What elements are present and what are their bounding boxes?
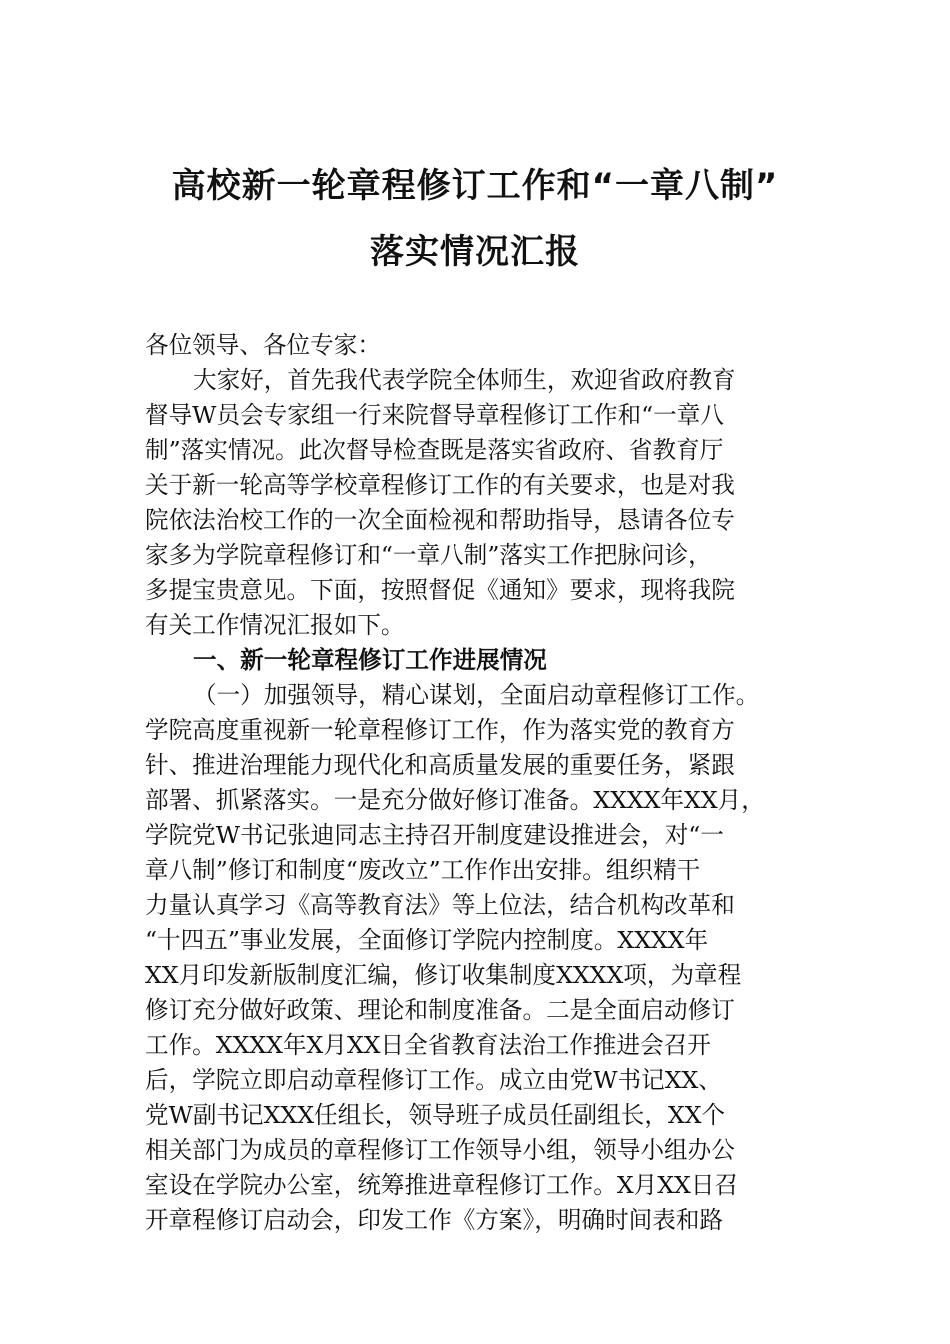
paragraph-line: 相关部门为成员的章程修订工作领导小组，领导小组办公: [145, 1136, 735, 1164]
paragraph-line: 后，学院立即启动章程修订工作。成立由党W书记XX、: [145, 1066, 722, 1094]
paragraph-line: 多提宝贵意见。下面，按照督促《通知》要求，现将我院: [145, 576, 735, 604]
paragraph-line: 关于新一轮高等学校章程修订工作的有关要求，也是对我: [145, 471, 735, 499]
paragraph-line: 章八制”修订和制度“废改立”工作作出安排。组织精干: [145, 856, 701, 884]
paragraph-line: 力量认真学习《高等教育法》等上位法，结合机构改革和: [145, 891, 735, 919]
paragraph-line: 家多为学院章程修订和“一章八制”落实工作把脉问诊，: [145, 541, 712, 569]
salutation: 各位领导、各位专家：: [145, 331, 381, 359]
section-heading: 一、新一轮章程修订工作进展情况: [193, 646, 547, 674]
paragraph-line: 督导W员会专家组一行来院督导章程修订工作和“一章八: [145, 401, 724, 429]
paragraph-line: 制”落实情况。此次督导检查既是落实省政府、省教育厅: [145, 436, 724, 464]
paragraph-line: 党W副书记XXX任组长，领导班子成员任副组长，XX个: [145, 1101, 726, 1129]
paragraph-line: 开章程修订启动会，印发工作《方案》，明确时间表和路: [145, 1206, 724, 1234]
paragraph-line: 修订充分做好政策、理论和制度准备。二是全面启动修订: [145, 996, 735, 1024]
paragraph-line: “十四五”事业发展，全面修订学院内控制度。XXXX年: [145, 926, 709, 954]
paragraph-line: 部署、抓紧落实。一是充分做好修订准备。XXXX年XX月，: [145, 786, 765, 814]
paragraph-line: 针、推进治理能力现代化和高质量发展的重要任务，紧跟: [145, 751, 735, 779]
paragraph-line: 工作。XXXX年X月XX日全省教育法治工作推进会召开: [145, 1031, 711, 1059]
paragraph-line: 学院党W书记张迪同志主持召开制度建设推进会，对“一: [145, 821, 724, 849]
document-title-line-2: 落实情况汇报: [370, 232, 580, 272]
paragraph-line: XX月印发新版制度汇编，修订收集制度XXXX项，为章程: [145, 961, 742, 989]
paragraph-line: 大家好，首先我代表学院全体师生，欢迎省政府教育: [193, 366, 736, 394]
paragraph-line: 学院高度重视新一轮章程修订工作，作为落实党的教育方: [145, 716, 735, 744]
subsection-heading: （一）加强领导，精心谋划，全面启动章程修订工作。: [193, 681, 760, 709]
paragraph-line: 有关工作情况汇报如下。: [145, 611, 405, 639]
paragraph-line: 院依法治校工作的一次全面检视和帮助指导，恳请各位专: [145, 506, 735, 534]
paragraph-line: 室设在学院办公室，统筹推进章程修订工作。X月XX日召: [145, 1171, 739, 1199]
document-title-line-1: 高校新一轮章程修订工作和“一章八制”: [171, 166, 779, 206]
